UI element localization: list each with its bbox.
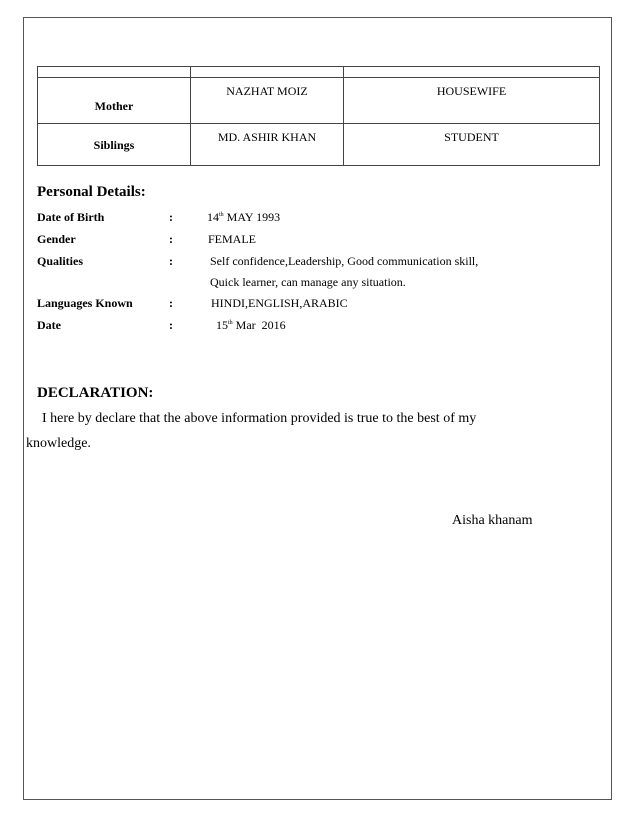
relation-cell (38, 78, 191, 124)
relation-label: Mother (94, 99, 134, 113)
relative-name: NAZHAT MOIZ (226, 84, 308, 98)
dob-label: Date of Birth (37, 210, 105, 224)
separator: : (169, 296, 173, 310)
languages-value: HINDI,ENGLISH,ARABIC (211, 296, 348, 310)
relative-occupation: STUDENT (444, 130, 499, 144)
table-header-cell (191, 67, 344, 78)
family-table (37, 66, 600, 166)
relation-cell (38, 124, 191, 166)
table-row (38, 124, 600, 166)
separator: : (169, 318, 173, 332)
date-label: Date (37, 318, 61, 332)
relative-name: MD. ASHIR KHAN (217, 130, 317, 144)
separator: : (169, 254, 173, 268)
table-header-cell (38, 67, 191, 78)
date-value: 15th Mar 2016 (216, 318, 286, 332)
signature-name: Aisha khanam (452, 513, 533, 528)
separator: : (169, 210, 173, 224)
table-header-row (38, 67, 600, 78)
qualities-value-line2: Quick learner, can manage any situation. (210, 275, 406, 289)
table-header-cell (344, 67, 600, 78)
occupation-cell (344, 124, 600, 166)
gender-value: FEMALE (208, 232, 256, 246)
gender-label: Gender (37, 232, 76, 246)
separator: : (169, 232, 173, 246)
relation-label: Siblings (93, 138, 135, 152)
languages-label: Languages Known (37, 296, 133, 310)
declaration-text-line2: knowledge. (26, 436, 91, 451)
table-row (38, 78, 600, 124)
occupation-cell (344, 78, 600, 124)
dob-value: 14th MAY 1993 (207, 210, 281, 224)
declaration-text-line1: I here by declare that the above information provided is true to the best of my (42, 411, 477, 426)
name-cell (191, 124, 344, 166)
declaration-heading: DECLARATION: (37, 385, 154, 401)
name-cell (191, 78, 344, 124)
qualities-label: Qualities (37, 254, 84, 268)
relative-occupation: HOUSEWIFE (436, 84, 507, 98)
qualities-value-line1: Self confidence,Leadership, Good communication skill, (210, 254, 479, 268)
personal-details-heading: Personal Details: (37, 184, 146, 200)
